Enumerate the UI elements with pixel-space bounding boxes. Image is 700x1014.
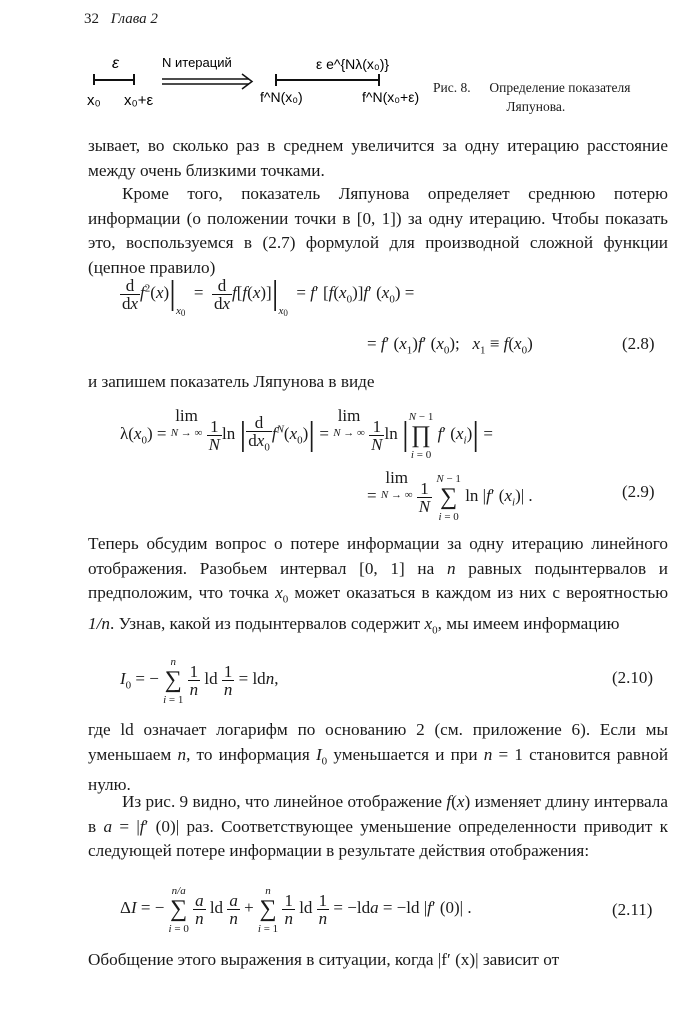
p6-part-c: раз. Соответствующее уменьшение определенности приводит к следующей потере информации в результате действия отображения: bbox=[88, 816, 669, 860]
paragraph-7: Обобщение этого выражения в ситуации, когда |f′ (x)| зависит от bbox=[88, 950, 560, 969]
fig-left-epsilon: ε bbox=[112, 55, 120, 72]
fig-x0-label: x₀ bbox=[87, 92, 101, 109]
paragraph-2: Кроме того, показатель Ляпунова определяет среднюю потерю информации (о положении точки в [0, 1]) за одну итерацию. Чтобы показать это, воспользуемся в (2.7) формулой для производной сложной функции (цепное правило) bbox=[88, 184, 668, 277]
p6-part-a: Из рис. 9 видно, что линейное отображение bbox=[122, 792, 443, 811]
equation-2-8-line2: = f′ $(x_1)f'$ $(x_0)$; $x_1 \equiv f(x_0)$ bbox=[367, 334, 533, 357]
p6-part-b: изменяет длину интервала в bbox=[88, 792, 669, 836]
p5-part-d: становится равной нулю. bbox=[88, 744, 669, 795]
p4-part-b: равных подынтервалов и предположим, что точка bbox=[88, 558, 669, 602]
equation-2-8-line1: d $dxf^2(x)|_{x0} = d$ $dxf[f(x)]|_{x0} = f'$ $[f(x_0)]f'$ $(x_0)$ = bbox=[122, 275, 415, 319]
equation-2-11: ΔI = − n/a ∑ $i = 0 \frac{a}{n}$ ld $\frac{a}{n} + n$ ∑ i = 1 1 n ld 1 n = −lda = −ld |f′ (0)| . bbox=[120, 885, 472, 935]
figure-lyapunov-diagram bbox=[84, 42, 434, 117]
equation-2-9-line1: $\lambda(x_0) = \lim$ N → ∞ 1 Nln | d $dx_0f^N(x_0)| = \lim$ N → ∞ 1 Nln |N − 1 ∏ i = 0 f′ $(x_i)|$ = bbox=[120, 406, 493, 461]
p4-part-d: . Узнав, какой из подынтервалов содержит bbox=[109, 613, 421, 633]
equation-2-10: $I_0$ = − n ∑ i = 1 1 n ld 1 n = ldn, bbox=[120, 656, 279, 706]
equation-2-11-number: (2.11) bbox=[612, 900, 653, 919]
caption-line1: Определение показателя bbox=[489, 80, 631, 95]
fig-right-left-label: f^N(x₀) bbox=[260, 89, 303, 105]
page-header bbox=[84, 11, 158, 28]
equation-2-9-number: (2.9) bbox=[622, 482, 655, 501]
fig-x0-eps-label: x₀+ε bbox=[124, 92, 154, 109]
p4-part-e: , мы имеем информацию bbox=[437, 613, 620, 633]
equation-2-10-number: (2.10) bbox=[612, 668, 654, 687]
fig-right-top-label: ε e^{Nλ(x₀)} bbox=[316, 56, 390, 72]
fig-right-right-label: f^N(x₀+ε) bbox=[362, 89, 420, 105]
caption-number: Рис. 8. bbox=[433, 80, 471, 95]
paragraph-1: зывает, во сколько раз в среднем увеличится за одну итерацию расстояние между очень близкими точками. bbox=[88, 136, 668, 180]
fig-arrow-label: N итераций bbox=[162, 55, 232, 70]
p5-part-c: уменьшается и при bbox=[333, 744, 478, 764]
paragraph-4: Теперь обсудим вопрос о потере информации за одну итерацию линейного отображения. Разобьем интервал [0, 1] на n равных подынтервалов и предположим, что точка $x_0$ может оказаться в каждом из них с вероятностью 1/n. Узнав, какой из подынтервалов содержит $x_0$, мы имеем информацию bbox=[88, 534, 669, 637]
paragraph-6: Из рис. 9 видно, что линейное отображение f(x) изменяет длину интервала в a = |f′ (0)| раз. Соответствующее уменьшение определенности приводит к следующей потере информации в результате действия отображения: bbox=[88, 792, 669, 860]
equation-2-8-number: (2.8) bbox=[622, 334, 655, 353]
p4-part-a: Теперь обсудим вопрос о потере информации за одну итерацию линейного отображения. Разобьем интервал [0, 1] на bbox=[88, 534, 668, 578]
page-number: 32 bbox=[84, 11, 99, 27]
paragraph-5: где ld означает логарифм по основанию 2 (см. приложение 6). Если мы уменьшаем n, то информация $I_0$ уменьшается и при n = 1 становится равной нулю. bbox=[88, 720, 669, 795]
figure-caption bbox=[433, 78, 678, 116]
paragraph-3: и запишем показатель Ляпунова в виде bbox=[88, 372, 375, 391]
caption-line2: Ляпунова. bbox=[506, 99, 566, 114]
p4-part-c: может оказаться в каждом из них с вероятностью bbox=[294, 583, 669, 602]
equation-2-9-line2: = lim N → ∞ 1 N N − 1 ∑ i = 0 ln |f′ $(x_i)|$ . bbox=[367, 468, 533, 523]
p5-part-a: где ld означает логарифм по основанию 2 (см. приложение 6). Если мы уменьшаем bbox=[88, 720, 668, 764]
p5-part-b: , то информация bbox=[186, 744, 310, 764]
chapter-title: Глава 2 bbox=[110, 11, 158, 27]
